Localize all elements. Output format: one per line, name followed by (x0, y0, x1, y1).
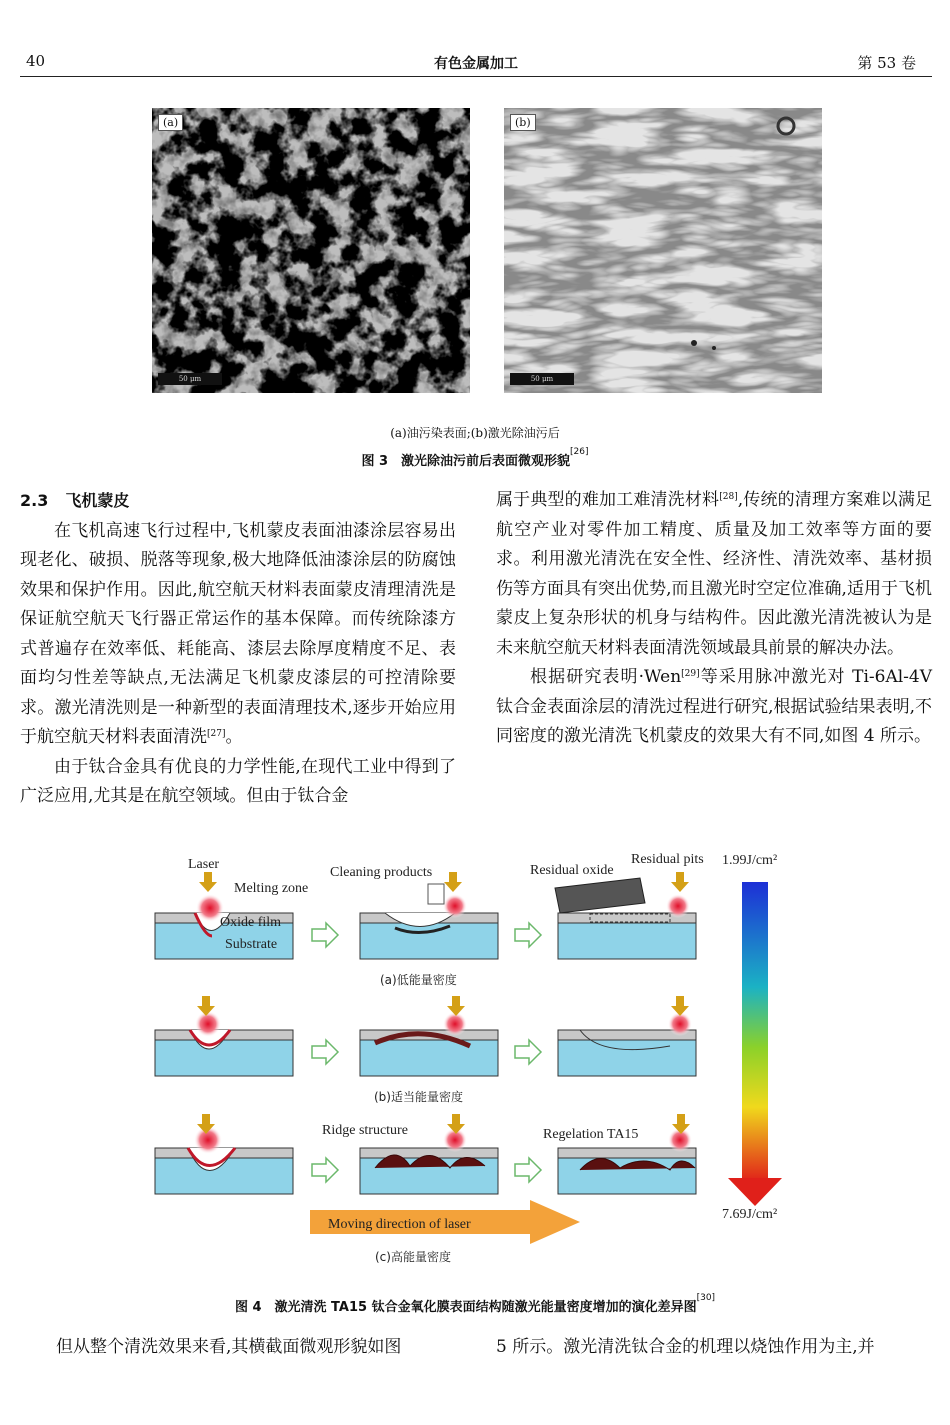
page-header (20, 50, 932, 77)
scale-bar-a: 50 μm (158, 373, 222, 385)
left-paragraph-1-end: 。 (225, 727, 243, 747)
right-paragraph-1-a: 属于典型的难加工难清洗材料 (496, 490, 720, 510)
bottom-left-text: 但从整个清洗效果来看,其横截面微观形貌如图 (56, 1337, 402, 1357)
volume-label: 第 53 卷 (857, 54, 916, 72)
right-paragraph-2-b: 等采用脉冲激光对 Ti-6Al-4V 钛合金表面涂层的清洗过程进行研究,根据试验结果表明,不同密度的激光清洗飞机蒙皮的效果大有不同,如图 4 所示。 (496, 667, 933, 746)
figure4-subcaption-b: (b)适当能量密度 (374, 1090, 463, 1104)
label-ridge-structure: Ridge structure (322, 1123, 408, 1138)
left-column (20, 486, 456, 812)
label-substrate: Substrate (225, 937, 278, 952)
figure4-caption-ref: [30] (696, 1293, 716, 1303)
ref-27: [27] (207, 729, 226, 739)
journal-title: 有色金属加工 (434, 56, 518, 72)
right-paragraph-2-a: 根据研究表明·Wen (530, 667, 682, 687)
energy-top-label: 1.99J/cm² (722, 853, 778, 868)
right-column (496, 486, 932, 752)
figure3-caption-text: 图 3 激光除油污前后表面微观形貌 (361, 454, 571, 469)
left-paragraph-1-text: 在飞机高速飞行过程中,飞机蒙皮表面油漆涂层容易出现老化、破损、脱落等现象,极大地降低油漆涂层的防腐蚀效果和保护作用。因此,航空航天材料表面蒙皮清理清洗是保证航空航天飞行器正常运作的基本保障。而传统除漆方式普遍存在效率低、耗能高、漆层去除厚度精度不足、表面均匀性差等缺点,无法满足飞机蒙皮漆层的可控清除要求。激光清洗则是一种新型的表面清理技术,逐步开始应用于航空航天材料表面清洗 (20, 520, 456, 747)
figure3-image-a (152, 108, 470, 393)
label-residual-oxide: Residual oxide (530, 863, 614, 878)
energy-arrow-head (728, 1178, 782, 1206)
label-residual-pits: Residual pits (631, 852, 704, 867)
figure4-subcaption-a: (a)低能量密度 (380, 973, 457, 987)
figure4-caption (0, 1293, 950, 1315)
section-number: 2.3 (20, 491, 49, 510)
left-paragraph-2: 由于钛合金具有优良的力学性能,在现代工业中得到了广泛应用,尤其是在航空领域。但由于钛合金 (20, 756, 456, 806)
figure3-caption (0, 447, 950, 469)
bottom-right-text: 5 所示。激光清洗钛合金的机理以烧蚀作用为主,并 (496, 1337, 875, 1357)
figure4-caption-text: 图 4 激光清洗 TA15 钛合金氧化膜表面结构随激光能量密度增加的演化差异图 (234, 1300, 697, 1315)
figure3-caption-ref: [26] (570, 447, 589, 457)
figure3-subcaption: (a)油污染表面;(b)激光除油污后 (390, 426, 560, 440)
section-heading (20, 486, 456, 517)
ref-28: [28] (719, 492, 738, 502)
label-laser: Laser (188, 857, 220, 872)
energy-density-gradient (742, 882, 768, 1182)
right-paragraph-2 (496, 663, 932, 752)
label-cleaning-products: Cleaning products (330, 865, 433, 880)
label-oxide-film: Oxide film (220, 915, 282, 930)
figure4-diagram (150, 848, 800, 1273)
energy-bottom-label: 7.69J/cm² (722, 1207, 778, 1222)
figure3-label-a: (a) (158, 114, 183, 131)
row-c (155, 1114, 696, 1194)
label-regelation: Regelation TA15 (543, 1127, 639, 1142)
section-title: 飞机蒙皮 (65, 491, 130, 510)
figure4-subcaption-c: (c)高能量密度 (375, 1250, 451, 1264)
label-melting-zone: Melting zone (234, 881, 309, 896)
page-number: 40 (26, 52, 46, 70)
left-paragraph-1 (20, 517, 456, 753)
label-moving-direction: Moving direction of laser (328, 1217, 471, 1232)
figure3-image-b (504, 108, 822, 393)
figure3-label-b: (b) (510, 114, 536, 131)
right-paragraph-1 (496, 486, 932, 663)
row-b (155, 996, 696, 1076)
ref-29: [29] (681, 669, 700, 679)
scale-bar-b: 50 μm (510, 373, 574, 385)
right-paragraph-1-b: ,传统的清理方案难以满足航空产业对零件加工精度、质量及加工效率等方面的要求。利用激光清洗在安全性、经济性、清洗效率、基材损伤等方面具有突出优势,而且激光时空定位准确,适用于飞机蒙皮上复杂形状的机身与结构件。因此激光清洗被认为是未来航空航天材料表面清洗领域最具前景的解决办法。 (496, 490, 933, 658)
